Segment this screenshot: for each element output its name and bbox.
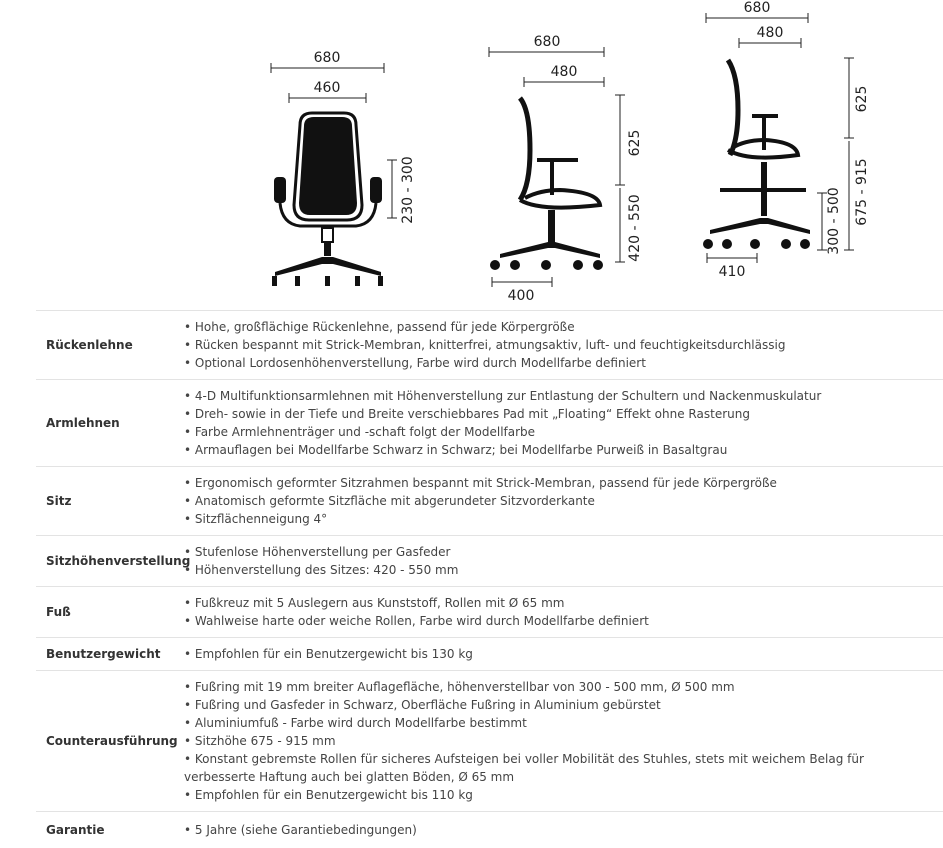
spec-items [184,318,943,372]
spec-label: Sitzhöhenverstellung [46,554,191,568]
spec-item: • Ergonomisch geformter Sitzrahmen bespannt mit Strick-Membran, passend für jede Körpergröße [184,476,777,490]
spec-item: • Optional Lordosenhöhenverstellung, Farbe wird durch Modellfarbe definiert [184,356,646,370]
counter-base-depth: 410 [718,264,746,280]
spec-row-sitz [36,466,943,535]
spec-label: Fuß [46,605,71,619]
front-view-diagram [271,50,416,286]
spec-item: • 4-D Multifunktionsarmlehnen mit Höhenverstellung zur Entlastung der Schultern und Nackenmuskulatur [184,389,822,403]
spec-item: • Farbe Armlehnenträger und -schaft folgt der Modellfarbe [184,425,536,439]
front-back-width: 460 [313,80,341,96]
side-base-depth: 400 [507,288,535,304]
spec-items [184,387,943,459]
spec-item: • Rücken bespannt mit Strick-Membran, knitterfrei, atmungsaktiv, luft- und feuchtigkeitsdurchlässig [184,338,786,352]
chair-diagrams [0,0,943,310]
front-armrest-height: 230 - 300 [400,156,416,224]
spec-item: • Konstant gebremste Rollen für sicheres Aufsteigen bei voller Mobilität des Stuhles, stets mit weichem Belag für verbesserte Haftung auch bei glatten Böden, Ø 65 mm [184,752,864,784]
spec-label: Counterausführung [46,734,178,748]
spec-item: • Sitzflächenneigung 4° [184,512,328,526]
spec-item: • Dreh- sowie in der Tiefe und Breite verschiebbares Pad mit „Floating“ Effekt ohne Rasterung [184,407,750,421]
front-overall-width: 680 [313,50,341,66]
side-seat-width: 480 [550,64,578,80]
spec-row-fuss [36,586,943,637]
spec-label: Rückenlehne [46,338,133,352]
spec-item: • Fußkreuz mit 5 Auslegern aus Kunststoff, Rollen mit Ø 65 mm [184,596,565,610]
spec-item: • Fußring und Gasfeder in Schwarz, Oberfläche Fußring in Aluminium gebürstet [184,698,661,712]
spec-row-counterausfuehrung [36,670,943,811]
counter-seat-width: 480 [756,25,784,41]
spec-row-sitzhoehenverstellung [36,535,943,586]
spec-item: • Hohe, großflächige Rückenlehne, passend für jede Körpergröße [184,320,575,334]
spec-item: • Fußring mit 19 mm breiter Auflagefläche, höhenverstellbar von 300 - 500 mm, Ø 500 mm [184,680,735,694]
spec-item: • Anatomisch geformte Sitzfläche mit abgerundeter Sitzvorderkante [184,494,595,508]
spec-items [184,678,943,804]
spec-label: Garantie [46,823,105,837]
spec-row-benutzergewicht [36,637,943,670]
counter-footring-height: 300 - 500 [826,187,842,255]
spec-label: Armlehnen [46,416,120,430]
spec-items [184,474,943,528]
side-back-height: 625 [627,129,643,157]
counter-overall-width: 680 [743,0,771,16]
spec-item: • Aluminiumfuß - Farbe wird durch Modellfarbe bestimmt [184,716,527,730]
spec-row-rueckenlehne [36,310,943,379]
side-view-diagram [489,34,643,304]
spec-item: • Empfohlen für ein Benutzergewicht bis 130 kg [184,647,473,661]
spec-label: Benutzergewicht [46,647,161,661]
spec-label: Sitz [46,494,72,508]
counter-seat-height: 675 - 915 [854,158,870,226]
spec-item: • Wahlweise harte oder weiche Rollen, Farbe wird durch Modellfarbe definiert [184,614,649,628]
spec-items [184,543,943,579]
spec-row-armlehnen [36,379,943,466]
spec-item: • Höhenverstellung des Sitzes: 420 - 550 mm [184,563,459,577]
side-seat-height: 420 - 550 [627,194,643,262]
spec-items [184,645,943,663]
counter-back-height: 625 [854,85,870,113]
spec-item: • Sitzhöhe 675 - 915 mm [184,734,336,748]
side-overall-width: 680 [533,34,561,50]
spec-item: • Armauflagen bei Modellfarbe Schwarz in Schwarz; bei Modellfarbe Purweiß in Basaltgrau [184,443,728,457]
spec-items [184,821,943,839]
spec-row-garantie [36,811,943,848]
spec-item: • Stufenlose Höhenverstellung per Gasfeder [184,545,451,559]
dimension-drawings [0,0,943,310]
counter-view-diagram [703,0,870,280]
spec-table [36,310,943,848]
spec-item: • 5 Jahre (siehe Garantiebedingungen) [184,823,417,837]
spec-items [184,594,943,630]
spec-item: • Empfohlen für ein Benutzergewicht bis 110 kg [184,788,473,802]
